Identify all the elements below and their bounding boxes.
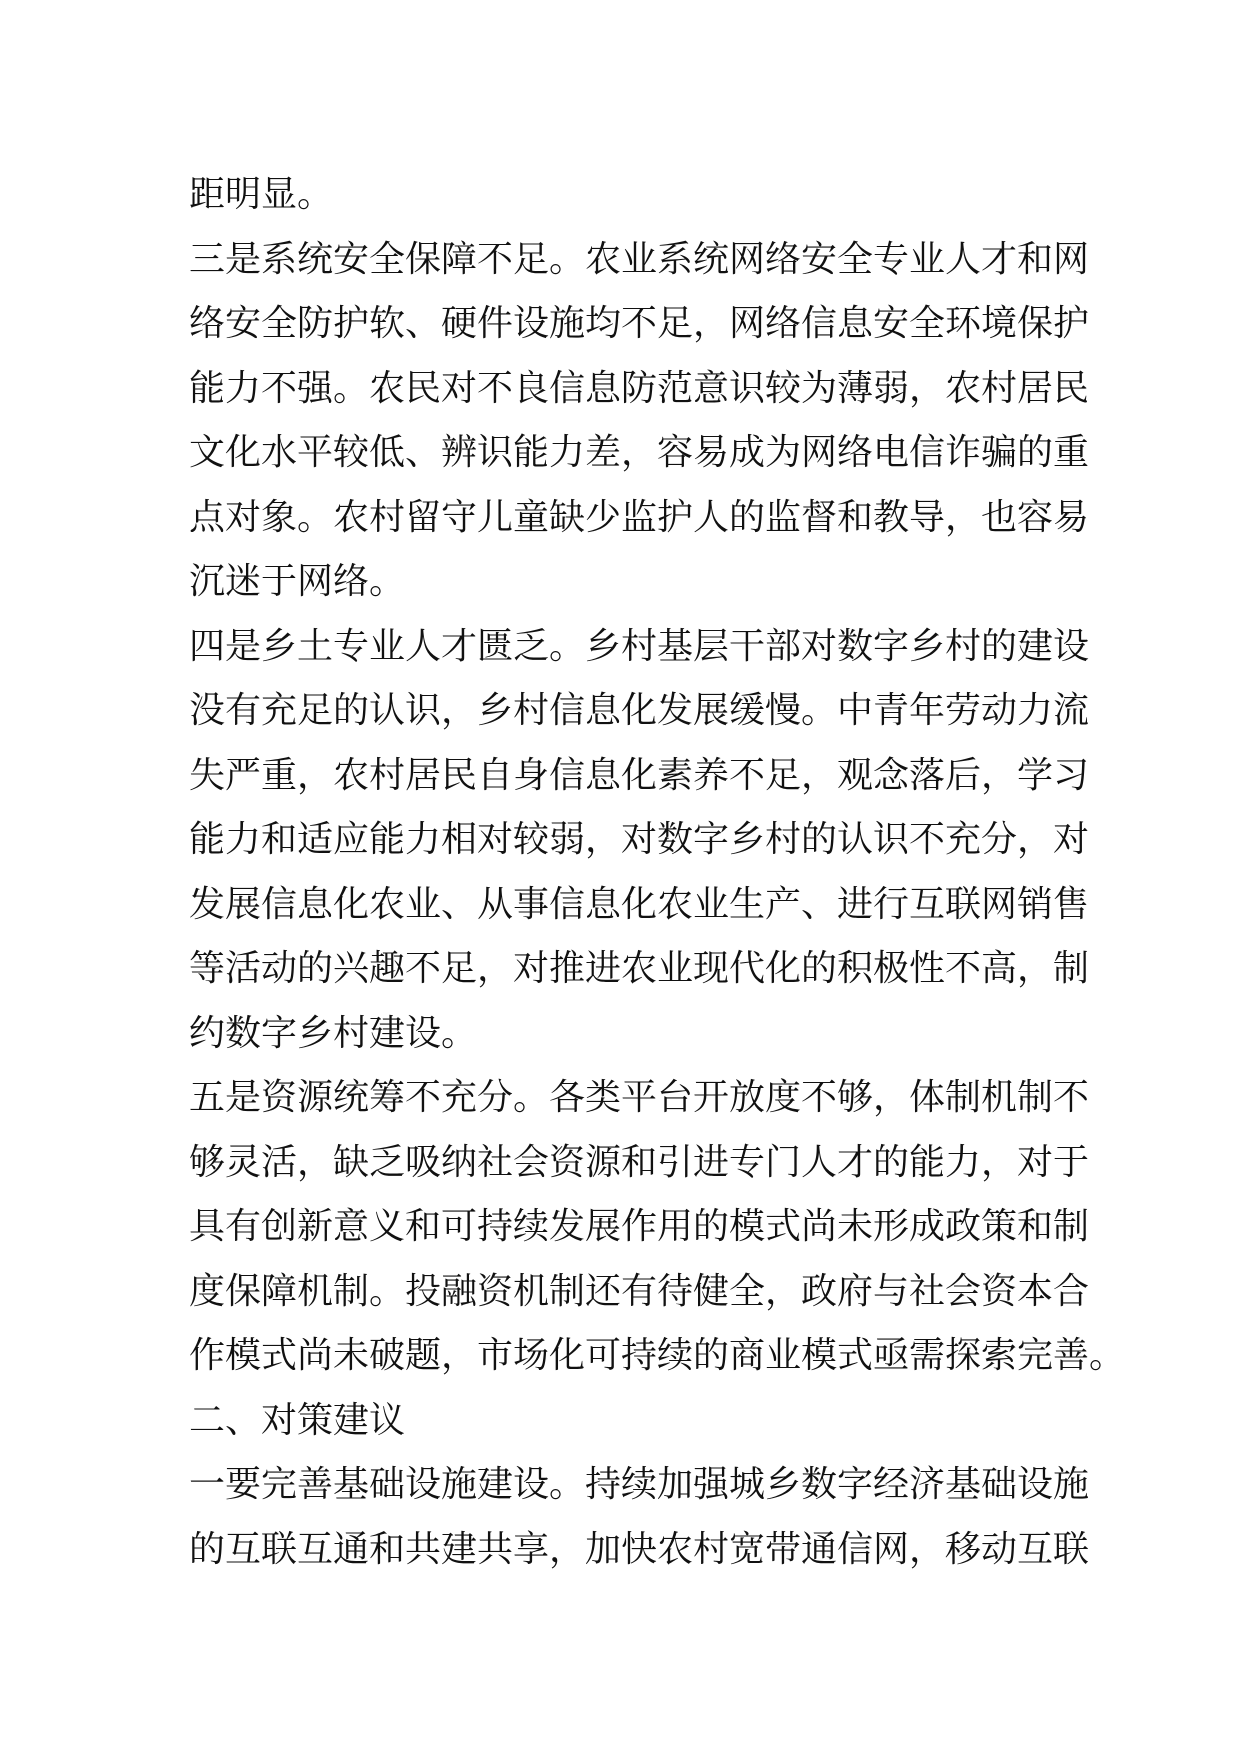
text-line: 失严重，农村居民自身信息化素养不足，观念落后，学习 (189, 754, 1090, 796)
text-line: 没有充足的认识，乡村信息化发展缓慢。中青年劳动力流 (189, 690, 1090, 731)
text-line: 度保障机制。投融资机制还有待健全，政府与社会资本合 (189, 1270, 1090, 1312)
text-line: 等活动的兴趣不足，对推进农业现代化的积极性不高，制 (189, 948, 1090, 989)
text-line: 距明显。 (189, 174, 334, 215)
text-line: 一要完善基础设施建设。持续加强城乡数字经济基础设施 (189, 1464, 1090, 1505)
text-line: 发展信息化农业、从事信息化农业生产、进行互联网销售 (189, 883, 1090, 925)
text-line: 五是资源统筹不充分。各类平台开放度不够，体制机制不 (189, 1077, 1090, 1118)
text-line: 够灵活，缺乏吸纳社会资源和引进专门人才的能力，对于 (189, 1141, 1090, 1183)
text-line: 能力和适应能力相对较弱，对数字乡村的认识不充分，对 (189, 819, 1090, 860)
text-line: 点对象。农村留守儿童缺少监护人的监督和教导，也容易 (189, 496, 1090, 538)
text-line: 具有创新意义和可持续发展作用的模式尚未形成政策和制 (189, 1206, 1090, 1247)
text-line: 络安全防护软、硬件设施均不足，网络信息安全环境保护 (189, 303, 1090, 344)
section-heading: 二、对策建议 (189, 1399, 406, 1441)
text-line: 的互联互通和共建共享，加快农村宽带通信网，移动互联 (189, 1528, 1090, 1570)
text-line: 约数字乡村建设。 (189, 1012, 478, 1054)
text-line: 能力不强。农民对不良信息防范意识较为薄弱，农村居民 (189, 367, 1090, 409)
text-line: 三是系统安全保障不足。农业系统网络安全专业人才和网 (189, 238, 1090, 280)
text-line: 作模式尚未破题，市场化可持续的商业模式亟需探索完善。 (189, 1335, 1126, 1376)
text-line: 四是乡土专业人才匮乏。乡村基层干部对数字乡村的建设 (189, 625, 1090, 667)
text-line: 文化水平较低、辨识能力差，容易成为网络电信诈骗的重 (189, 432, 1090, 473)
text-line: 沉迷于网络。 (189, 561, 406, 602)
document-body (189, 163, 1126, 1582)
